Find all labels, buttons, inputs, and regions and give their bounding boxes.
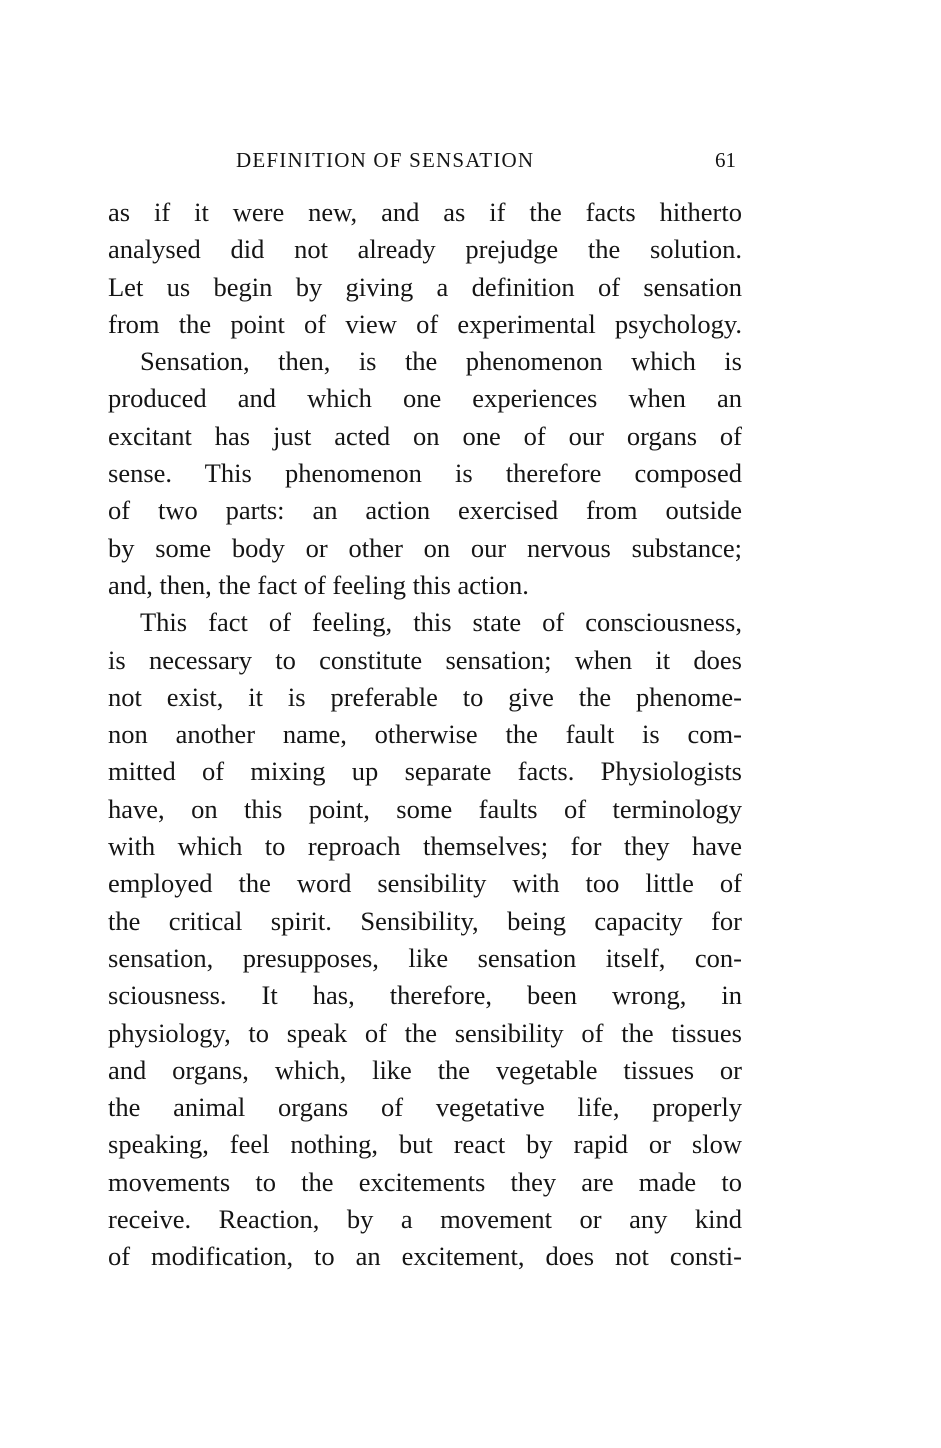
text-line: not exist, it is preferable to give the phenome- (108, 681, 742, 712)
text-line: from the point of view of experimental psychology. (108, 308, 742, 339)
text-line: have, on this point, some faults of terminology (108, 793, 742, 824)
text-line: of modification, to an excitement, does not consti- (108, 1241, 742, 1272)
text-line: and organs, which, like the vegetable tissues or (108, 1054, 742, 1085)
text-line: movements to the excitements they are made to (108, 1166, 742, 1197)
text-line: analysed did not already prejudge the solution. (108, 234, 742, 265)
text-line: of two parts: an action exercised from outside (108, 495, 742, 526)
text-line: and, then, the fact of feeling this action. (108, 569, 529, 600)
text-line: Sensation, then, is the phenomenon which is (140, 346, 742, 377)
text-line: mitted of mixing up separate facts. Physiologists (108, 756, 742, 787)
text-line: by some body or other on our nervous substance; (108, 532, 742, 563)
text-line: sciousness. It has, therefore, been wrong, in (108, 980, 742, 1011)
text-line: employed the word sensibility with too little of (108, 868, 742, 899)
paragraph (108, 343, 742, 604)
text-line: Let us begin by giving a definition of sensation (108, 271, 742, 302)
text-line: excitant has just acted on one of our organs of (108, 420, 742, 451)
paragraph (108, 604, 742, 1275)
text-line: physiology, to speak of the sensibility of the tissues (108, 1017, 742, 1048)
text-line: sense. This phenomenon is therefore composed (108, 458, 742, 489)
text-line: as if it were new, and as if the facts hitherto (108, 197, 742, 227)
running-head (108, 148, 740, 176)
paragraph (108, 194, 742, 343)
text-line: produced and which one experiences when an (108, 383, 742, 414)
text-line: the animal organs of vegetative life, properly (108, 1092, 742, 1123)
text-line: is necessary to constitute sensation; when it does (108, 644, 742, 675)
text-line: speaking, feel nothing, but react by rapid or slow (108, 1129, 742, 1160)
text-line: sensation, presupposes, like sensation itself, con- (108, 942, 742, 973)
text-line: non another name, otherwise the fault is com- (108, 719, 742, 750)
page-number: 61 (715, 148, 736, 172)
text-line: receive. Reaction, by a movement or any kind (108, 1204, 742, 1235)
text-line: with which to reproach themselves; for they have (108, 831, 742, 862)
body-text (108, 194, 742, 1276)
text-line: the critical spirit. Sensibility, being capacity for (108, 905, 742, 936)
running-title: DEFINITION OF SENSATION (236, 148, 535, 172)
text-line: This fact of feeling, this state of consciousness, (140, 607, 742, 638)
